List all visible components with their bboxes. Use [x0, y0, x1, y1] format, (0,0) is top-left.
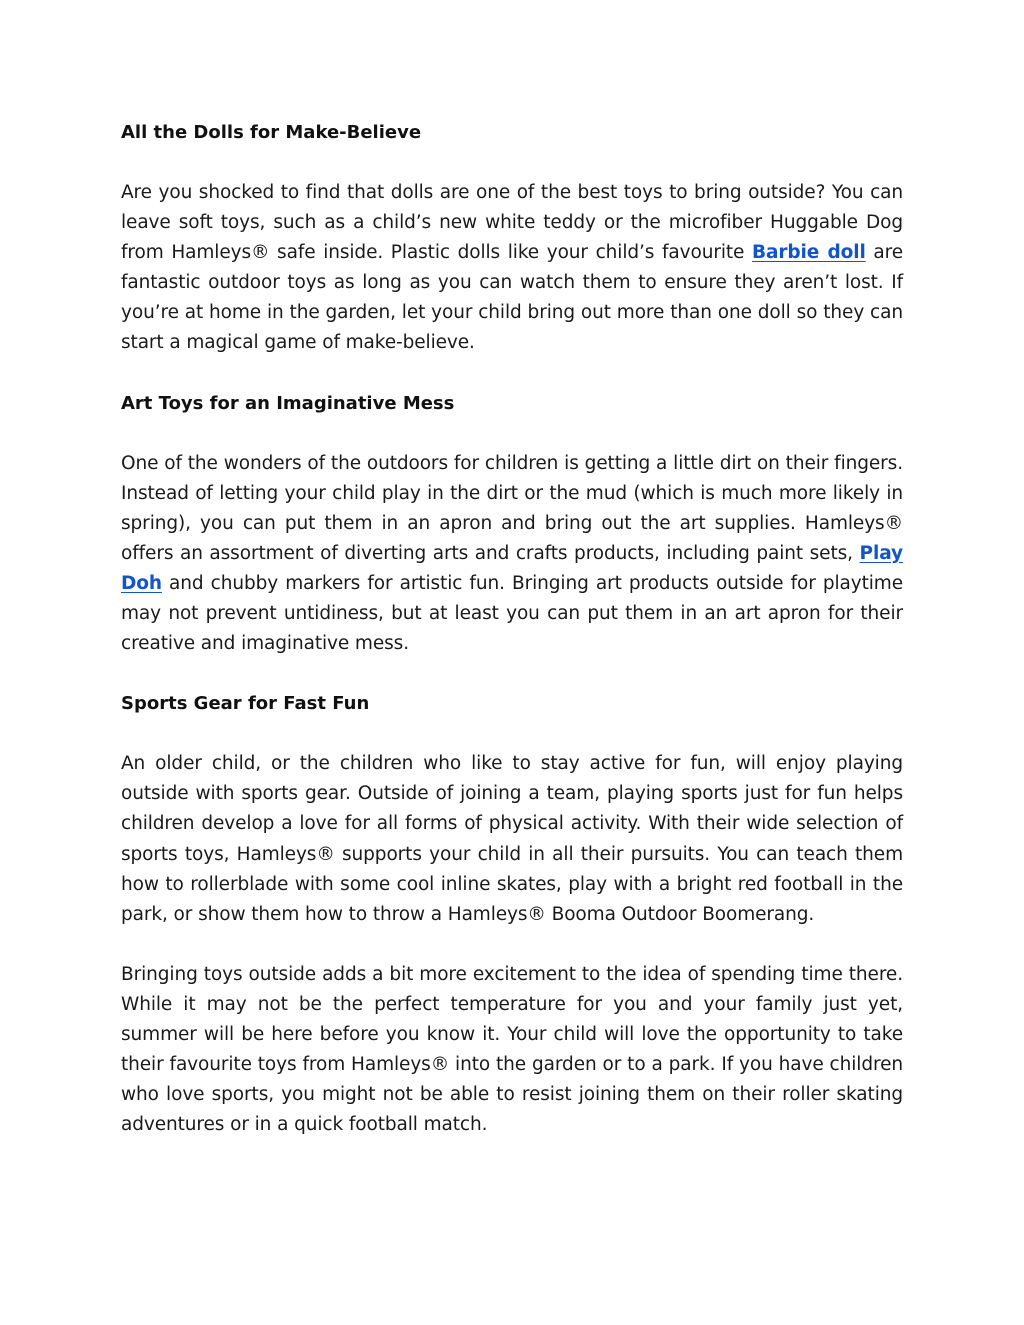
paragraph-text: are fantastic outdoor toys as long as you can watch them to ensure they aren’t lost. If you’re at home in the garden, let your child bring out more than one doll so they can start a magical game of make-believe. [121, 242, 903, 354]
paragraph-text: Are you shocked to find that dolls are one of the best toys to bring outside? You can leave soft toys, such as a child’s new white teddy or the microfiber Huggable Dog from Hamleys® safe inside. Plastic dolls like your child’s favourite [121, 182, 903, 264]
document-page [121, 118, 903, 1140]
barbie-doll-link[interactable]: Barbie doll [752, 242, 866, 264]
closing-paragraph: Bringing toys outside adds a bit more excitement to the idea of spending time there. While it may not be the perfect temperature for you and your family just yet, summer will be here before you know it. Your child will love the opportunity to take their favourite toys from Hamleys® into the garden or to a park. If you have children who love sports, you might not be able to resist joining them on their roller skating adventures or in a quick football match. [121, 963, 903, 1136]
section-heading-art: Art Toys for an Imaginative Mess [121, 392, 455, 414]
paragraph-text: and chubby markers for artistic fun. Bringing art products outside for playtime may not prevent untidiness, but at least you can put them in an art apron for their creative and imaginative mess. [121, 572, 903, 655]
spacer [121, 719, 903, 749]
paragraph-text: One of the wonders of the outdoors for children is getting a little dirt on their fingers. Instead of letting your child play in the dirt or the mud (which is much more likely in spring), you can put them in an apron and bring out the art supplies. Hamleys® offers an assortment of diverting arts and crafts products, including paint sets, [121, 452, 903, 564]
section-heading-dolls: All the Dolls for Make-Believe [121, 122, 422, 143]
spacer [121, 659, 903, 689]
section-paragraph-dolls [121, 178, 903, 359]
section-heading-sports: Sports Gear for Fast Fun [121, 693, 370, 715]
spacer [121, 930, 903, 960]
spacer [121, 359, 903, 389]
spacer [121, 148, 903, 178]
spacer [121, 419, 903, 449]
play-doh-link[interactable]: Play Doh [121, 542, 903, 594]
section-paragraph-sports: An older child, or the children who like to stay active for fun, will enjoy playing outside with sports gear. Outside of joining a team, playing sports just for fun helps children develop a love for all forms of physical activity. With their wide selection of sports toys, Hamleys® supports your child in all their pursuits. You can teach them how to rollerblade with some cool inline skates, play with a bright red football in the park, or show them how to throw a Hamleys® Booma Outdoor Boomerang. [121, 753, 903, 925]
section-paragraph-art [121, 449, 903, 660]
